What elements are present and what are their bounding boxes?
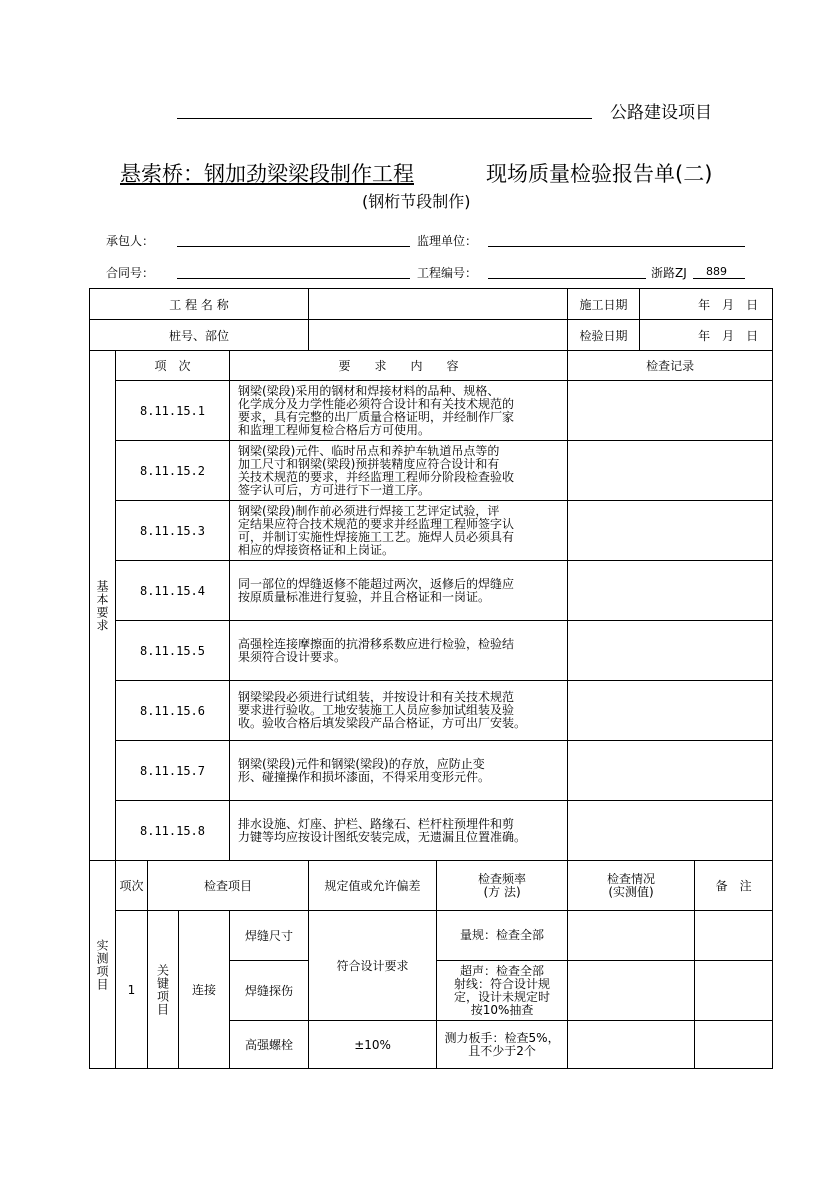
basic-item-text: 高强栓连接摩擦面的抗滑移系数应进行检验，检验结 果须符合设计要求。 (230, 621, 568, 681)
basic-section-label: 基本要求 (90, 351, 116, 861)
basic-item-code: 8.11.15.5 (116, 621, 230, 681)
project-name-value[interactable] (309, 289, 568, 320)
basic-row (90, 801, 773, 861)
basic-item-code: 8.11.15.3 (116, 501, 230, 561)
basic-item-record[interactable] (568, 621, 773, 681)
basic-item-text: 钢梁梁段必须进行试组装，并按设计和有关技术规范 要求进行验收。工地安装施工人员应参加试组装及验 收。验收合格后填发梁段产品合格证，方可出厂安装。 (230, 681, 568, 741)
form-code-underline (693, 278, 745, 279)
measured-col-seq: 项次 (116, 861, 148, 911)
contract-no-field[interactable] (177, 278, 410, 279)
shared-tolerance: 符合设计要求 (309, 911, 437, 1021)
basic-item-text: 钢梁(梁段)元件、临时吊点和养护车轨道吊点等的 加工尺寸和钢梁(梁段)预拼装精度应符合设计和有 关技术规范的要求，并经监理工程师分阶段检查验收 签字认可后，方可进行下一道工序。 (230, 441, 568, 501)
basic-item-code: 8.11.15.4 (116, 561, 230, 621)
measured-status[interactable] (568, 1021, 695, 1069)
measured-col-frequency: 检查频率 (方 法) (437, 861, 568, 911)
measured-col-status: 检查情况 (实测值) (568, 861, 695, 911)
basic-row (90, 561, 773, 621)
measured-frequency: 超声：检查全部 射线：符合设计规 定，设计未规定时 按10%抽查 (437, 961, 568, 1021)
measured-remark[interactable] (695, 1021, 773, 1069)
supervisor-label: 监理单位： (417, 234, 478, 248)
basic-item-record[interactable] (568, 741, 773, 801)
inspection-date-label: 检验日期 (568, 320, 640, 351)
measured-tolerance: ±10% (309, 1021, 437, 1069)
basic-item-code: 8.11.15.7 (116, 741, 230, 801)
subtitle: (钢桁节段制作) (362, 192, 471, 211)
basic-row (90, 501, 773, 561)
key-item-label: 关键项目 (148, 911, 179, 1069)
project-suffix: 公路建设项目 (610, 103, 712, 123)
basic-row (90, 381, 773, 441)
basic-item-text: 钢梁(梁段)制作前必须进行焊接工艺评定试验，评 定结果应符合技术规范的要求并经监理工程师签字认 可，并制订实施性焊接施工工艺。施焊人员必须具有 相应的焊接资格证和上岗证。 (230, 501, 568, 561)
basic-item-text: 排水设施、灯座、护栏、路缘石、栏杆柱预埋件和剪 力键等均应按设计图纸安装完成，无遗漏且位置准确。 (230, 801, 568, 861)
basic-item-code: 8.11.15.8 (116, 801, 230, 861)
measured-row (90, 911, 773, 961)
basic-row (90, 621, 773, 681)
supervisor-field[interactable] (488, 246, 745, 247)
basic-item-code: 8.11.15.1 (116, 381, 230, 441)
project-no-label: 工程编号： (417, 266, 478, 280)
contractor-field[interactable] (177, 246, 410, 247)
basic-item-record[interactable] (568, 681, 773, 741)
measured-row-seq: 1 (116, 911, 148, 1069)
basic-item-record[interactable] (568, 561, 773, 621)
measured-remark[interactable] (695, 911, 773, 961)
basic-item-code: 8.11.15.6 (116, 681, 230, 741)
measured-col-tolerance: 规定值或允许偏差 (309, 861, 437, 911)
contractor-label: 承包人： (106, 234, 155, 248)
station-row (90, 320, 773, 351)
measured-item-name: 高强螺栓 (230, 1021, 309, 1069)
basic-row (90, 741, 773, 801)
measured-header-row (90, 861, 773, 911)
basic-item-text: 同一部位的焊缝返修不能超过两次，返修后的焊缝应 按原质量标准进行复验，并且合格证和一岗证。 (230, 561, 568, 621)
construction-date-label: 施工日期 (568, 289, 640, 320)
station-label: 桩号、部位 (90, 320, 309, 351)
basic-item-record[interactable] (568, 801, 773, 861)
measured-section-label: 实测项目 (90, 861, 116, 1069)
basic-item-text: 钢梁(梁段)采用的钢材和焊接材料的品种、规格、 化学成分及力学性能必须符合设计和有关技术规范的 要求，具有完整的出厂质量合格证明，并经制作厂家 和监理工程师复检合格后方可使用。 (230, 381, 568, 441)
measured-col-remark: 备 注 (695, 861, 773, 911)
measured-item-name: 焊缝探伤 (230, 961, 309, 1021)
title-left: 悬索桥：钢加劲梁梁段制作工程 (120, 162, 414, 186)
measured-remark[interactable] (695, 961, 773, 1021)
measured-status[interactable] (568, 961, 695, 1021)
project-name-underline (177, 118, 592, 119)
form-code-prefix: 浙路ZJ (651, 266, 687, 280)
basic-header-row (90, 351, 773, 381)
inspection-table (89, 288, 773, 1069)
inspection-date-value[interactable]: 年 月 日 (640, 320, 773, 351)
contract-no-label: 合同号： (106, 266, 155, 280)
basic-item-record[interactable] (568, 441, 773, 501)
form-code-number: 889 (706, 265, 727, 278)
basic-item-code: 8.11.15.2 (116, 441, 230, 501)
basic-col-item: 项 次 (116, 351, 230, 381)
basic-row (90, 681, 773, 741)
basic-row (90, 441, 773, 501)
basic-item-record[interactable] (568, 381, 773, 441)
group-label: 连接 (179, 911, 230, 1069)
project-name-label: 工 程 名 称 (90, 289, 309, 320)
station-value[interactable] (309, 320, 568, 351)
measured-frequency: 量规：检查全部 (437, 911, 568, 961)
measured-col-item: 检查项目 (148, 861, 309, 911)
basic-item-text: 钢梁(梁段)元件和钢梁(梁段)的存放，应防止变 形、碰撞操作和损坏漆面，不得采用变形元件。 (230, 741, 568, 801)
title-right: 现场质量检验报告单(二) (486, 162, 713, 186)
measured-item-name: 焊缝尺寸 (230, 911, 309, 961)
construction-date-value[interactable]: 年 月 日 (640, 289, 773, 320)
basic-col-requirement: 要 求 内 容 (230, 351, 568, 381)
measured-status[interactable] (568, 911, 695, 961)
basic-item-record[interactable] (568, 501, 773, 561)
measured-frequency: 测力板手：检查5%， 且不少于2个 (437, 1021, 568, 1069)
project-name-row (90, 289, 773, 320)
basic-col-record: 检查记录 (568, 351, 773, 381)
project-no-field[interactable] (488, 278, 646, 279)
